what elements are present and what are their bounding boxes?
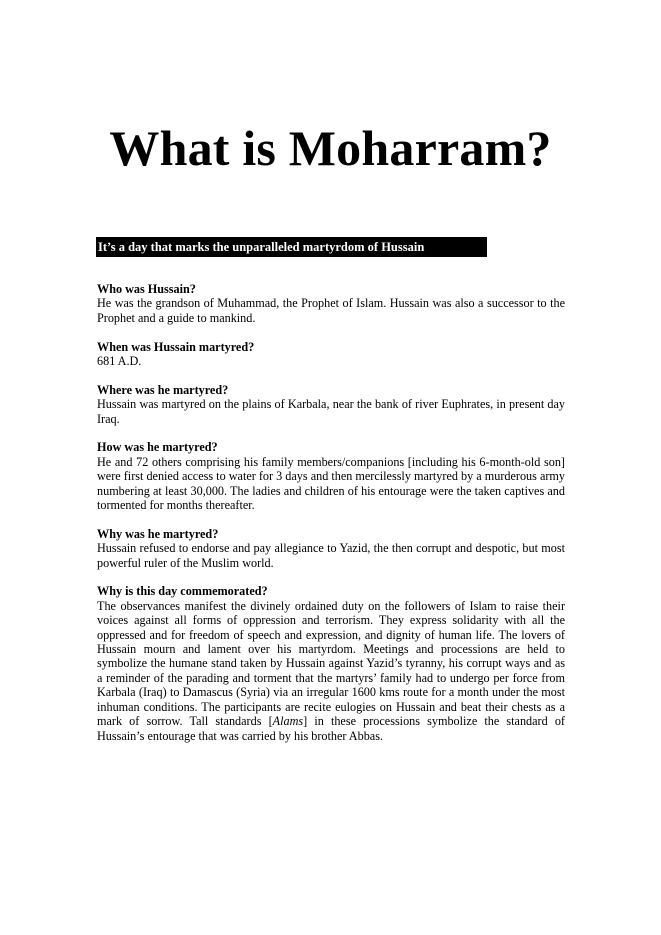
question-heading: Why is this day commemorated? [97, 584, 268, 599]
section-commemorated [97, 584, 565, 742]
answer-text: 681 A.D. [97, 354, 142, 369]
page-title: What is Moharram? [109, 120, 552, 176]
section-where [97, 383, 565, 426]
section-who [97, 282, 565, 325]
answer-text [97, 599, 565, 743]
answer-text-part: ] in these processions symbolize the standard of Hussain’s entourage that was carried by his brother Abbas. [97, 714, 565, 743]
answer-text: He was the grandson of Muhammad, the Prophet of Islam. Hussain was also a successor to the Prophet and a guide to mankind. [97, 296, 565, 325]
question-heading: Why was he martyred? [97, 526, 219, 541]
document-body [97, 282, 565, 757]
question-heading: When was Hussain martyred? [97, 339, 255, 354]
question-heading: Where was he martyred? [97, 382, 229, 397]
section-why [97, 527, 565, 570]
question-heading: Who was Hussain? [97, 282, 196, 296]
section-when [97, 340, 565, 369]
answer-text-part: The observances manifest the divinely ordained duty on the followers of Islam to raise their voices against all forms of oppression and terrorism. They express solidarity with all the oppressed and for freedom of speech and expression, and dignity of human life. The lovers of Hussain mourn and lament over his martyrdom. Meetings and processions are held to symbolize the humane stand taken by Hussain against Yazid’s tyranny, his corrupt ways and as a reminder of the parading and torment that the martyrs’ family had to undergo per force from Karbala (Iraq) to Damascus (Syria) via an irregular 1600 kms route for a month under the most inhuman conditions. The participants are recite eulogies on Hussain and beat their chests as a mark of sorrow. Tall standards [ [97, 598, 565, 729]
answer-text: Hussain refused to endorse and pay allegiance to Yazid, the then corrupt and despotic, but most powerful ruler of the Muslim world. [97, 541, 565, 570]
section-how [97, 440, 565, 512]
answer-text: He and 72 others comprising his family members/companions [including his 6-month-old son] were first denied access to water for 3 days and then mercilessly martyred by a murderous army numbering at least 30,000. The ladies and children of his entourage were the taken captives and tormented for months thereafter. [97, 454, 565, 513]
answer-italic-term: Alams [272, 714, 304, 729]
subtitle-banner: It’s a day that marks the unparalleled martyrdom of Hussain [96, 237, 487, 257]
answer-text: Hussain was martyred on the plains of Karbala, near the bank of river Euphrates, in present day Iraq. [97, 397, 565, 426]
question-heading: How was he martyred? [97, 440, 218, 455]
